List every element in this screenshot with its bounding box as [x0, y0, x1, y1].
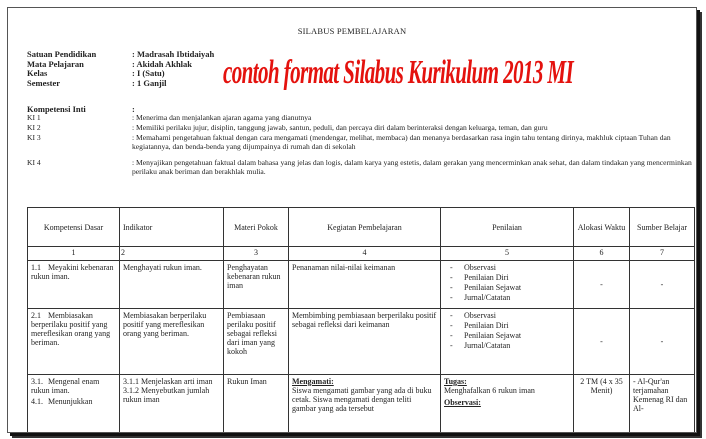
kd-cell [28, 261, 120, 309]
ki-text: : Menerima dan menjalankan ajaran agama yang dianutnya [132, 113, 312, 122]
penilaian-item: - Penilaian Sejawat [444, 283, 570, 292]
column-number: 6 [574, 247, 630, 261]
sumber-cell: - [630, 261, 695, 309]
indikator-text: Menyebutkan jumlah rukun iman [123, 386, 210, 404]
kd-text: Meyakini kebenaran rukun iman. [31, 263, 114, 281]
kd-number: 1.1 [31, 263, 41, 272]
kd-number: 2.1 [31, 311, 41, 320]
penilaian-item: - Jurnal/Catatan [444, 341, 570, 350]
sumber-cell: - Al-Qur'an terjamahan Kemenag RI dan Al- [630, 375, 695, 434]
kegiatan-cell [289, 375, 441, 434]
kd-number: 4.1. [31, 397, 43, 406]
tugas-heading: Tugas: [444, 377, 467, 386]
ki-text: : Menyajikan pengetahuan faktual dalam bahasa yang jelas dan logis, dalam karya yang estetis, dalam gerakan yang mencerminkan anak sehat, dan dalam tindakan yang mencerminkan perilaku anak beriman dan berakhlak mulia. [132, 158, 692, 176]
header-sumber: Sumber Belajar [630, 208, 695, 247]
column-number: 1 [28, 247, 120, 261]
penilaian-item: - Penilaian Sejawat [444, 331, 570, 340]
column-number: 4 [289, 247, 441, 261]
kd-cell [28, 375, 120, 434]
ki-text: : Memahami pengetahuan faktual dengan cara mengamati (mendengar, melihat, membaca) dan menanya berdasarkan rasa ingin tahu tentang dirinya, makhluk ciptaan Tuhan dan kegiatannya, dan benda-benda yang dijumpainya di rumah dan di sekolah [132, 133, 671, 151]
table-header-row [28, 208, 695, 247]
identity-value: : I (Satu) [132, 68, 165, 78]
ki-key: KI 4 [27, 158, 41, 167]
penilaian-item: - Penilaian Diri [444, 321, 570, 330]
kd-cell [28, 309, 120, 375]
silabus-table [27, 207, 695, 433]
alokasi-cell: - [574, 309, 630, 375]
identity-semester [27, 79, 166, 89]
identity-mapel [27, 60, 192, 70]
indikator-number: 3.1.2 [123, 386, 139, 395]
penilaian-item: - Penilaian Diri [444, 273, 570, 282]
penilaian-cell [441, 375, 574, 434]
kd-text: Menunjukkan [48, 397, 93, 406]
penilaian-item: - Jurnal/Catatan [444, 293, 570, 302]
kd-item [31, 397, 116, 406]
penilaian-cell [441, 309, 574, 375]
table-row [28, 375, 695, 434]
penilaian-cell [441, 261, 574, 309]
ki-heading-colon: : [132, 104, 135, 114]
identity-key: Semester [27, 77, 61, 88]
penilaian-item: - Observasi [444, 263, 570, 272]
indikator-item [123, 386, 220, 404]
alokasi-cell: 2 TM (4 x 35 Menit) [574, 375, 630, 434]
ki-key: KI 3 [27, 133, 41, 142]
ki-key: KI 1 [27, 113, 41, 122]
indikator-cell: Menghayati rukun iman. [120, 261, 224, 309]
identity-value: : Akidah Akhlak [132, 58, 193, 69]
ki-heading-label: Kompetensi Inti [27, 104, 86, 114]
kegiatan-cell: Membimbing pembiasaan berperilaku positif sebagai refleksi dari keimanan [289, 309, 441, 375]
table-row [28, 309, 695, 375]
materi-cell: Penghayatan kebenaran rukun iman [224, 261, 289, 309]
materi-cell: Pembiasaan perilaku positif sebagai refleksi dari iman yang kokoh [224, 309, 289, 375]
kegiatan-cell: Penanaman nilai-nilai keimanan [289, 261, 441, 309]
header-indikator: Indikator [120, 208, 224, 247]
document-frame [7, 7, 697, 433]
header-penilaian: Penilaian [441, 208, 574, 247]
tugas-text: Menghafalkan 6 rukun iman [444, 386, 535, 395]
kegiatan-heading: Mengamati: [292, 377, 334, 386]
kd-number: 3.1. [31, 377, 43, 386]
column-number: 3 [224, 247, 289, 261]
identity-value: : 1 Ganjil [132, 77, 167, 88]
alokasi-cell: - [574, 261, 630, 309]
identity-key: Kelas [27, 68, 48, 78]
identity-key: Mata Pelajaran [27, 58, 84, 69]
identity-value: : Madrasah Ibtidaiyah [132, 49, 215, 59]
kd-item [31, 377, 116, 395]
identity-key: Satuan Pendidikan [27, 49, 97, 59]
table-row [28, 261, 695, 309]
ki-text: : Memiliki perilaku jujur, disiplin, tanggung jawab, santun, peduli, dan percaya diri dalam berinteraksi dengan keluarga, teman, dan guru [132, 123, 548, 132]
indikator-cell: Membiasakan berperilaku positif yang mereflesikan orang yang beriman. [120, 309, 224, 375]
indikator-text: Menjelaskan arti iman [141, 377, 213, 386]
sumber-cell: - [630, 309, 695, 375]
kd-text: Mengenal enam rukun iman. [31, 377, 100, 395]
ki-key: KI 2 [27, 123, 41, 132]
column-number: 2 [120, 247, 224, 261]
header-alokasi: Alokasi Waktu [574, 208, 630, 247]
indikator-number: 3.1.1 [123, 377, 139, 386]
document-title: SILABUS PEMBELAJARAN [297, 26, 407, 36]
observasi-heading: Observasi: [444, 398, 481, 407]
kd-text: Membiasakan berperilaku positif yang mereflesikan orang yang beriman. [31, 311, 111, 347]
banner-overlay-text: contoh format Silabus Kurikulum 2013 MI [223, 54, 574, 91]
header-kegiatan: Kegiatan Pembelajaran [289, 208, 441, 247]
column-number: 5 [441, 247, 574, 261]
column-number-row [28, 247, 695, 261]
kegiatan-text: Siswa mengamati gambar yang ada di buku cetak. Siswa mengamati dengan teliti gambar yang ada tersebut [292, 386, 432, 413]
penilaian-item: - Observasi [444, 311, 570, 320]
column-number: 7 [630, 247, 695, 261]
header-materi-pokok: Materi Pokok [224, 208, 289, 247]
header-kompetensi-dasar: Kompetensi Dasar [28, 208, 120, 247]
indikator-cell [120, 375, 224, 434]
materi-cell: Rukun Iman [224, 375, 289, 434]
indikator-item [123, 377, 220, 386]
